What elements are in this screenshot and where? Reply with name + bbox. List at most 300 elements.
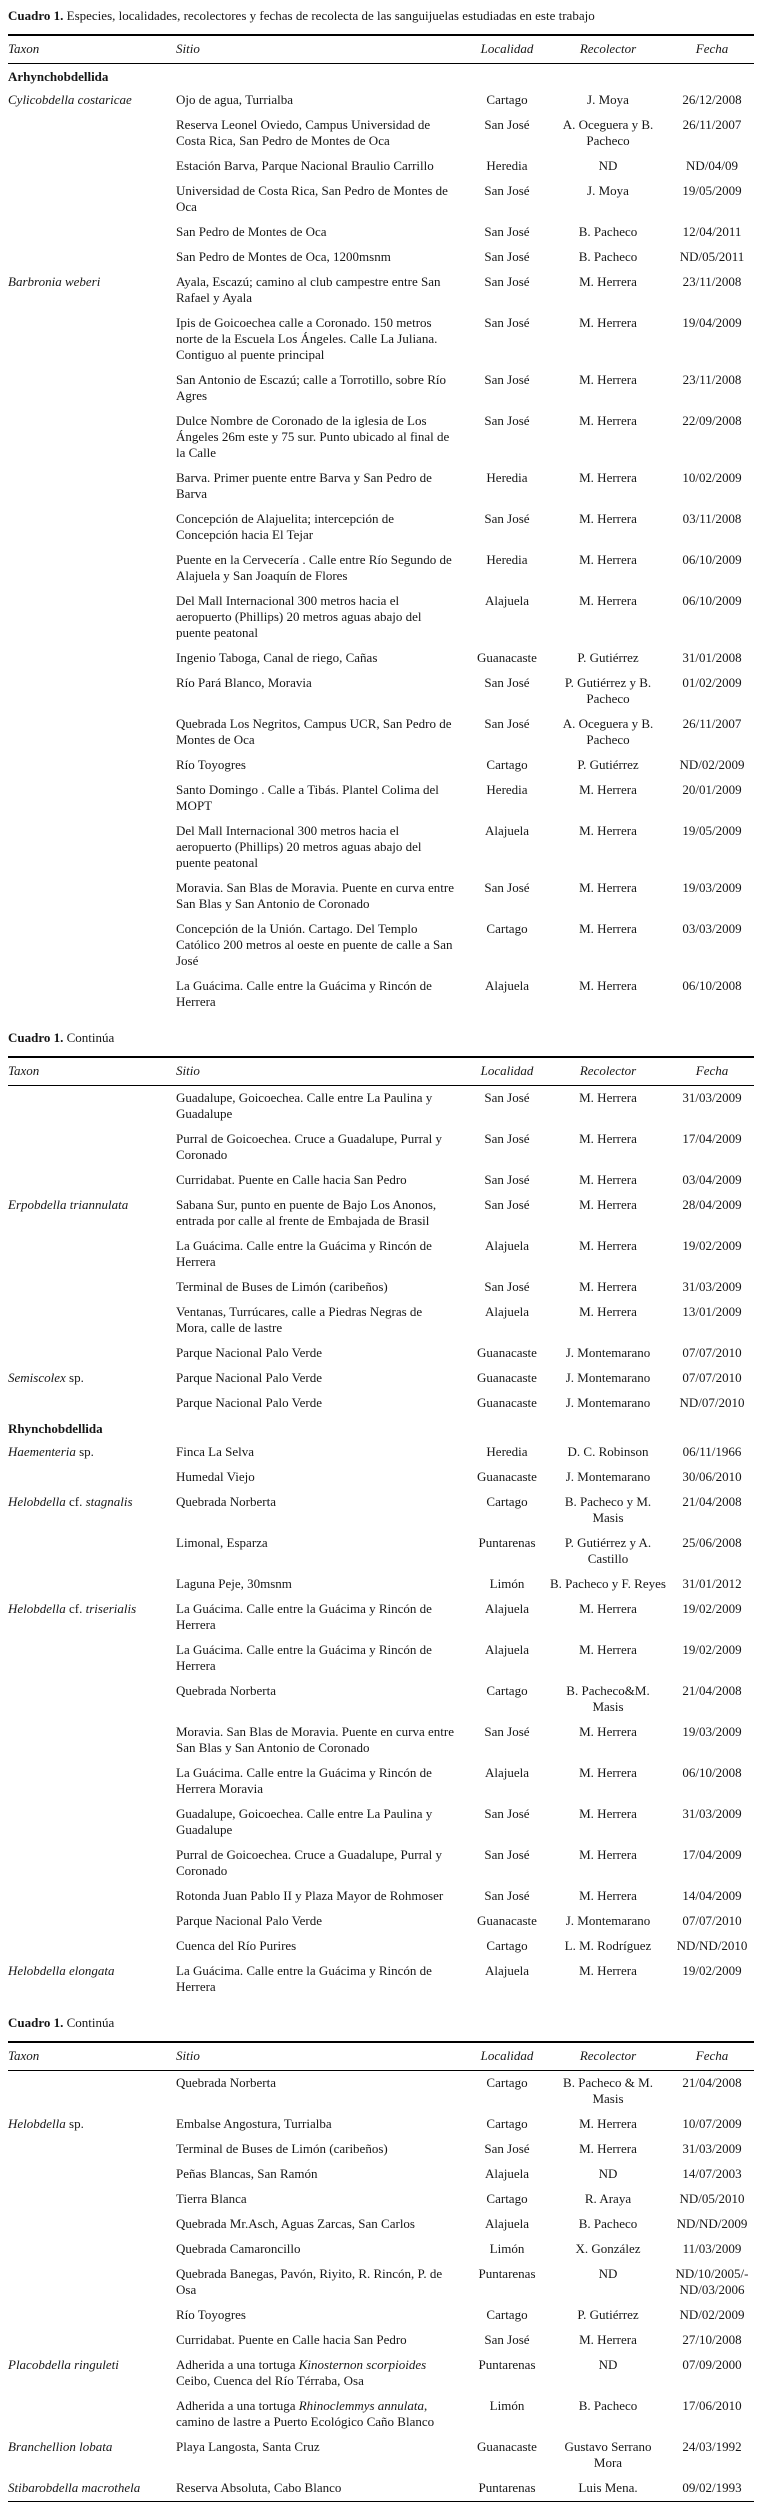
- cell-text: San José: [484, 1724, 530, 1739]
- cell-text: Heredia: [486, 470, 528, 485]
- locality-cell: [468, 2476, 546, 2502]
- site-cell: [176, 270, 468, 311]
- date-cell: [670, 88, 754, 113]
- cell-text: ND/02/2009: [679, 757, 745, 772]
- scientific-name: Stibarobdella macrothela: [8, 2480, 141, 2495]
- column-header: Fecha: [670, 1057, 754, 1086]
- cell-text: 23/11/2008: [682, 274, 742, 289]
- cell-text: 10/02/2009: [682, 470, 742, 485]
- cell-text: J. Montemarano: [565, 1469, 651, 1484]
- collector-cell: [546, 1391, 670, 1416]
- table-row: [8, 2162, 754, 2187]
- locality-cell: [468, 917, 546, 974]
- table-row: [8, 1275, 754, 1300]
- date-cell: [670, 2071, 754, 2113]
- locality-cell: [468, 646, 546, 671]
- cell-text: Luis Mena.: [578, 2480, 638, 2495]
- site-cell: [176, 1884, 468, 1909]
- cell-text: Guanacaste: [477, 1345, 537, 1360]
- collector-cell: [546, 1720, 670, 1761]
- locality-cell: [468, 2353, 546, 2394]
- taxon-cell: [8, 1720, 176, 1761]
- cell-text: M. Herrera: [579, 593, 637, 608]
- cell-text: 19/02/2009: [682, 1642, 742, 1657]
- table-row: [8, 671, 754, 712]
- collector-cell: [546, 88, 670, 113]
- site-cell: [176, 1934, 468, 1959]
- date-cell: [670, 2237, 754, 2262]
- cell-text: Reserva Leonel Oviedo, Campus Universidad de Costa Rica, San Pedro de Montes de Oca: [176, 117, 431, 148]
- locality-cell: [468, 712, 546, 753]
- table-row: [8, 2187, 754, 2212]
- date-cell: [670, 1440, 754, 1465]
- column-header: Recolector: [546, 1057, 670, 1086]
- collector-cell: [546, 2187, 670, 2212]
- site-cell: [176, 1720, 468, 1761]
- site-cell: [176, 1679, 468, 1720]
- cell-text: 30/06/2010: [682, 1469, 742, 1484]
- locality-cell: [468, 2435, 546, 2476]
- date-cell: [670, 1720, 754, 1761]
- table-row: [8, 88, 754, 113]
- table-row: [8, 1086, 754, 1128]
- cell-text: San José: [484, 224, 530, 239]
- locality-cell: [468, 1341, 546, 1366]
- cell-text: Quebrada Banegas, Pavón, Riyito, R. Rincón, P. de Osa: [176, 2266, 443, 2297]
- site-cell: [176, 2071, 468, 2113]
- taxon-cell: [8, 1934, 176, 1959]
- cell-text: Alajuela: [484, 823, 530, 838]
- table-row: [8, 778, 754, 819]
- cell-text: Puente en la Cervecería . Calle entre Río Segundo de Alajuela y San Joaquín de Flores: [176, 552, 452, 583]
- collector-cell: [546, 220, 670, 245]
- cell-text: L. M. Rodríguez: [564, 1938, 652, 1953]
- date-cell: [670, 1465, 754, 1490]
- collector-cell: [546, 974, 670, 1015]
- collector-cell: [546, 2237, 670, 2262]
- table-row: [8, 2112, 754, 2137]
- site-cell: [176, 1391, 468, 1416]
- date-cell: [670, 154, 754, 179]
- cell-text: M. Herrera: [579, 1304, 637, 1319]
- locality-cell: [468, 368, 546, 409]
- cell-text: M. Herrera: [579, 1888, 637, 1903]
- site-cell: [176, 2212, 468, 2237]
- cell-text: ND/05/2011: [679, 249, 745, 264]
- table-row: [8, 712, 754, 753]
- date-cell: [670, 1127, 754, 1168]
- collector-cell: [546, 2262, 670, 2303]
- column-header: Taxon: [8, 2042, 176, 2071]
- cell-text: Cartago: [486, 757, 528, 772]
- site-cell: [176, 154, 468, 179]
- table-row: [8, 466, 754, 507]
- site-cell: [176, 1802, 468, 1843]
- date-cell: [670, 1884, 754, 1909]
- date-cell: [670, 2187, 754, 2212]
- taxon-cell: [8, 154, 176, 179]
- cell-text: 12/04/2011: [682, 224, 742, 239]
- cell-text: Humedal Viejo: [176, 1469, 255, 1484]
- collector-cell: [546, 2476, 670, 2502]
- date-cell: [670, 1638, 754, 1679]
- cell-text: Guanacaste: [477, 1370, 537, 1385]
- scientific-name: Cylicobdella costaricae: [8, 92, 132, 107]
- locality-cell: [468, 113, 546, 154]
- cell-text: Purral de Goicoechea. Cruce a Guadalupe, Purral y Coronado: [176, 1131, 443, 1162]
- cell-text: ND/10/2005/- ND/03/2006: [675, 2266, 749, 2297]
- collector-cell: [546, 2071, 670, 2113]
- taxon-cell: [8, 466, 176, 507]
- cell-text: M. Herrera: [579, 2332, 637, 2347]
- taxon-cell: [8, 2328, 176, 2353]
- site-cell: [176, 778, 468, 819]
- cell-text: Quebrada Norberta: [176, 1683, 276, 1698]
- locality-cell: [468, 671, 546, 712]
- cell-text: M. Herrera: [579, 1601, 637, 1616]
- site-cell: [176, 1465, 468, 1490]
- cell-text: San José: [484, 1090, 530, 1105]
- cell-text: X. González: [575, 2241, 641, 2256]
- taxon-cell: [8, 88, 176, 113]
- scientific-name: stagnalis: [85, 1494, 133, 1509]
- cell-text: Parque Nacional Palo Verde: [176, 1370, 322, 1385]
- cell-text: sp.: [65, 2116, 84, 2131]
- cell-text: 25/06/2008: [682, 1535, 742, 1550]
- section-label: [8, 1416, 754, 1440]
- site-cell: [176, 1275, 468, 1300]
- date-cell: [670, 179, 754, 220]
- section-title: Arhynchobdellida: [8, 69, 109, 84]
- collector-cell: [546, 1884, 670, 1909]
- cell-text: M. Herrera: [579, 552, 637, 567]
- site-cell: [176, 409, 468, 466]
- caption-text: Especies, localidades, recolectores y fechas de recolecta de las sanguijuelas estudiadas en este trabajo: [66, 8, 595, 23]
- cell-text: M. Herrera: [579, 1197, 637, 1212]
- collector-cell: [546, 1761, 670, 1802]
- cell-text: Cartago: [486, 2116, 528, 2131]
- table-row: [8, 113, 754, 154]
- cell-text: M. Herrera: [579, 1806, 637, 1821]
- locality-cell: [468, 1843, 546, 1884]
- table-row: [8, 2212, 754, 2237]
- cell-text: San José: [484, 880, 530, 895]
- locality-cell: [468, 1465, 546, 1490]
- cell-text: 19/02/2009: [682, 1238, 742, 1253]
- cell-text: San Pedro de Montes de Oca: [176, 224, 327, 239]
- date-cell: [670, 819, 754, 876]
- collector-cell: [546, 2303, 670, 2328]
- locality-cell: [468, 154, 546, 179]
- date-cell: [670, 2137, 754, 2162]
- site-cell: [176, 1341, 468, 1366]
- date-cell: [670, 1909, 754, 1934]
- taxon-cell: [8, 2187, 176, 2212]
- collector-cell: [546, 1300, 670, 1341]
- locality-cell: [468, 2237, 546, 2262]
- cell-text: Cartago: [486, 2075, 528, 2090]
- table-row: [8, 1300, 754, 1341]
- cell-text: Gustavo Serrano Mora: [564, 2439, 652, 2470]
- collector-cell: [546, 1086, 670, 1128]
- site-cell: [176, 2353, 468, 2394]
- table-row: [8, 876, 754, 917]
- date-cell: [670, 917, 754, 974]
- collector-cell: [546, 2353, 670, 2394]
- collector-cell: [546, 2162, 670, 2187]
- cell-text: Alajuela: [484, 1642, 530, 1657]
- collector-cell: [546, 2394, 670, 2435]
- cell-text: 06/11/1966: [682, 1444, 742, 1459]
- cell-text: Alajuela: [484, 978, 530, 993]
- cell-text: 06/10/2008: [682, 1765, 742, 1780]
- cell-text: D. C. Robinson: [567, 1444, 649, 1459]
- site-cell: [176, 2262, 468, 2303]
- date-cell: [670, 1843, 754, 1884]
- site-cell: [176, 712, 468, 753]
- table-row: [8, 1127, 754, 1168]
- cell-text: 27/10/2008: [682, 2332, 742, 2347]
- caption-label: Cuadro 1.: [8, 8, 64, 23]
- table-row: [8, 917, 754, 974]
- cell-text: 06/10/2009: [682, 593, 742, 608]
- locality-cell: [468, 466, 546, 507]
- collector-cell: [546, 409, 670, 466]
- collector-cell: [546, 1193, 670, 1234]
- taxon-cell: [8, 819, 176, 876]
- taxon-cell: [8, 1884, 176, 1909]
- collector-cell: [546, 1597, 670, 1638]
- cell-text: ND: [598, 2357, 618, 2372]
- cell-text: M. Herrera: [579, 1963, 637, 1978]
- collector-cell: [546, 2435, 670, 2476]
- cell-text: Moravia. San Blas de Moravia. Puente en curva entre San Blas y San Antonio de Coronado: [176, 880, 454, 911]
- cell-text: 10/07/2009: [682, 2116, 742, 2131]
- taxon-cell: [8, 778, 176, 819]
- date-cell: [670, 113, 754, 154]
- table-row: [8, 819, 754, 876]
- cell-text: Terminal de Buses de Limón (caribeños): [176, 2141, 388, 2156]
- site-cell: [176, 2162, 468, 2187]
- cell-text: Alajuela: [484, 1304, 530, 1319]
- date-cell: [670, 778, 754, 819]
- table-row: [8, 1720, 754, 1761]
- taxon-cell: [8, 1440, 176, 1465]
- table-row: [8, 1843, 754, 1884]
- locality-cell: [468, 88, 546, 113]
- collector-cell: [546, 1909, 670, 1934]
- table-row: [8, 1193, 754, 1234]
- cell-text: La Guácima. Calle entre la Guácima y Rincón de Herrera: [176, 978, 432, 1009]
- taxon-cell: [8, 2112, 176, 2137]
- locality-cell: [468, 1679, 546, 1720]
- locality-cell: [468, 1597, 546, 1638]
- site-cell: [176, 671, 468, 712]
- cell-text: 26/11/2007: [682, 117, 742, 132]
- column-header: Localidad: [468, 2042, 546, 2071]
- locality-cell: [468, 270, 546, 311]
- column-header: Taxon: [8, 1057, 176, 1086]
- date-cell: [670, 1234, 754, 1275]
- date-cell: [670, 1490, 754, 1531]
- cell-text: P. Gutiérrez: [577, 757, 639, 772]
- cell-text: Guanacaste: [477, 2439, 537, 2454]
- cell-text: La Guácima. Calle entre la Guácima y Rincón de Herrera: [176, 1238, 432, 1269]
- locality-cell: [468, 1127, 546, 1168]
- cell-text: Quebrada Los Negritos, Campus UCR, San Pedro de Montes de Oca: [176, 716, 452, 747]
- locality-cell: [468, 1168, 546, 1193]
- cell-text: B. Pacheco: [578, 224, 638, 239]
- collector-cell: [546, 311, 670, 368]
- cell-text: cf.: [65, 1601, 86, 1616]
- cell-text: ND/ND/2009: [676, 2216, 748, 2231]
- cell-text: 21/04/2008: [682, 1683, 742, 1698]
- site-cell: [176, 1086, 468, 1128]
- cell-text: 09/02/1993: [682, 2480, 742, 2495]
- taxon-cell: [8, 712, 176, 753]
- site-cell: [176, 646, 468, 671]
- cell-text: San José: [484, 1888, 530, 1903]
- scientific-name: Kinosternon scorpioides: [298, 2357, 427, 2372]
- collector-cell: [546, 548, 670, 589]
- table-row: [8, 1679, 754, 1720]
- header-row: [8, 2042, 754, 2071]
- date-cell: [670, 1679, 754, 1720]
- scientific-name: Placobdella ringuleti: [8, 2357, 119, 2372]
- cell-text: M. Herrera: [579, 1090, 637, 1105]
- collector-cell: [546, 245, 670, 270]
- taxon-cell: [8, 1366, 176, 1391]
- cell-text: sp.: [65, 1370, 84, 1385]
- site-cell: [176, 2237, 468, 2262]
- site-cell: [176, 1959, 468, 2000]
- cell-text: J. Moya: [587, 183, 629, 198]
- site-cell: [176, 1843, 468, 1884]
- cell-text: 20/01/2009: [682, 782, 742, 797]
- cell-text: San José: [484, 2141, 530, 2156]
- taxon-cell: [8, 2162, 176, 2187]
- cell-text: Quebrada Norberta: [176, 1494, 276, 1509]
- collector-cell: [546, 1959, 670, 2000]
- site-cell: [176, 917, 468, 974]
- cell-text: 23/11/2008: [682, 372, 742, 387]
- caption-text: Continúa: [66, 1030, 115, 1045]
- date-cell: [670, 1531, 754, 1572]
- section-title: Rhynchobdellida: [8, 1421, 103, 1436]
- cell-text: Puntarenas: [478, 2266, 536, 2281]
- cell-text: 14/07/2003: [682, 2166, 742, 2181]
- site-cell: [176, 1638, 468, 1679]
- site-cell: [176, 753, 468, 778]
- cell-text: Quebrada Camaroncillo: [176, 2241, 301, 2256]
- locality-cell: [468, 2162, 546, 2187]
- table-row: [8, 2262, 754, 2303]
- collector-cell: [546, 368, 670, 409]
- site-cell: [176, 589, 468, 646]
- cell-text: 31/03/2009: [682, 2141, 742, 2156]
- table-row: [8, 311, 754, 368]
- cell-text: Río Toyogres: [176, 2307, 246, 2322]
- site-cell: [176, 2187, 468, 2212]
- site-cell: [176, 1193, 468, 1234]
- locality-cell: [468, 311, 546, 368]
- cell-text: Reserva Absoluta, Cabo Blanco: [176, 2480, 342, 2495]
- cell-text: ND/02/2009: [679, 2307, 745, 2322]
- site-cell: [176, 974, 468, 1015]
- cell-text: 19/02/2009: [682, 1601, 742, 1616]
- taxon-cell: [8, 179, 176, 220]
- scientific-name: Helobdella: [8, 1601, 66, 1616]
- locality-cell: [468, 2112, 546, 2137]
- collector-cell: [546, 507, 670, 548]
- cell-text: , camino de lastre a Puerto Ecológico Caño Blanco: [176, 2398, 435, 2429]
- cell-text: B. Pacheco & M. Masis: [563, 2075, 653, 2106]
- date-cell: [670, 2112, 754, 2137]
- cell-text: 07/07/2010: [682, 1370, 742, 1385]
- cell-text: 21/04/2008: [682, 2075, 742, 2090]
- taxon-cell: [8, 507, 176, 548]
- cell-text: Alajuela: [484, 593, 530, 608]
- column-header: Fecha: [670, 2042, 754, 2071]
- taxon-cell: [8, 876, 176, 917]
- locality-cell: [468, 2071, 546, 2113]
- cell-text: 17/04/2009: [682, 1847, 742, 1862]
- locality-cell: [468, 2303, 546, 2328]
- section-row: [8, 1416, 754, 1440]
- cell-text: Concepción de la Unión. Cartago. Del Templo Católico 200 metros al oeste en puente de calle a San José: [176, 921, 453, 968]
- table-row: [8, 1572, 754, 1597]
- locality-cell: [468, 1234, 546, 1275]
- cell-text: M. Herrera: [579, 372, 637, 387]
- taxon-cell: [8, 646, 176, 671]
- date-cell: [670, 1572, 754, 1597]
- cell-text: B. Pacheco: [578, 2216, 638, 2231]
- caption-label: Cuadro 1.: [8, 2015, 64, 2030]
- table-row: [8, 220, 754, 245]
- date-cell: [670, 466, 754, 507]
- table-section: [8, 8, 754, 1015]
- cell-text: Moravia. San Blas de Moravia. Puente en curva entre San Blas y San Antonio de Coronado: [176, 1724, 454, 1755]
- table-row: [8, 1391, 754, 1416]
- cell-text: M. Herrera: [579, 2116, 637, 2131]
- cell-text: Dulce Nombre de Coronado de la iglesia de Los Ángeles 26m este y 75 sur. Punto ubicado al final de la Calle: [176, 413, 450, 460]
- locality-cell: [468, 2394, 546, 2435]
- cell-text: Cartago: [486, 921, 528, 936]
- date-cell: [670, 646, 754, 671]
- collector-cell: [546, 1679, 670, 1720]
- collector-cell: [546, 1234, 670, 1275]
- site-cell: [176, 245, 468, 270]
- cell-text: San José: [484, 675, 530, 690]
- cell-text: San José: [484, 372, 530, 387]
- header-row: [8, 1057, 754, 1086]
- taxon-cell: [8, 2262, 176, 2303]
- cell-text: B. Pacheco: [578, 249, 638, 264]
- cell-text: B. Pacheco&M. Masis: [566, 1683, 650, 1714]
- cell-text: Purral de Goicoechea. Cruce a Guadalupe, Purral y Coronado: [176, 1847, 443, 1878]
- table-row: [8, 1909, 754, 1934]
- scientific-name: Rhinoclemmys annulata: [298, 2398, 425, 2413]
- table-row: [8, 2353, 754, 2394]
- cell-text: Finca La Selva: [176, 1444, 254, 1459]
- taxon-cell: [8, 753, 176, 778]
- date-cell: [670, 270, 754, 311]
- table-row: [8, 2394, 754, 2435]
- cell-text: M. Herrera: [579, 1279, 637, 1294]
- cell-text: San José: [484, 511, 530, 526]
- cell-text: M. Herrera: [579, 1172, 637, 1187]
- date-cell: [670, 368, 754, 409]
